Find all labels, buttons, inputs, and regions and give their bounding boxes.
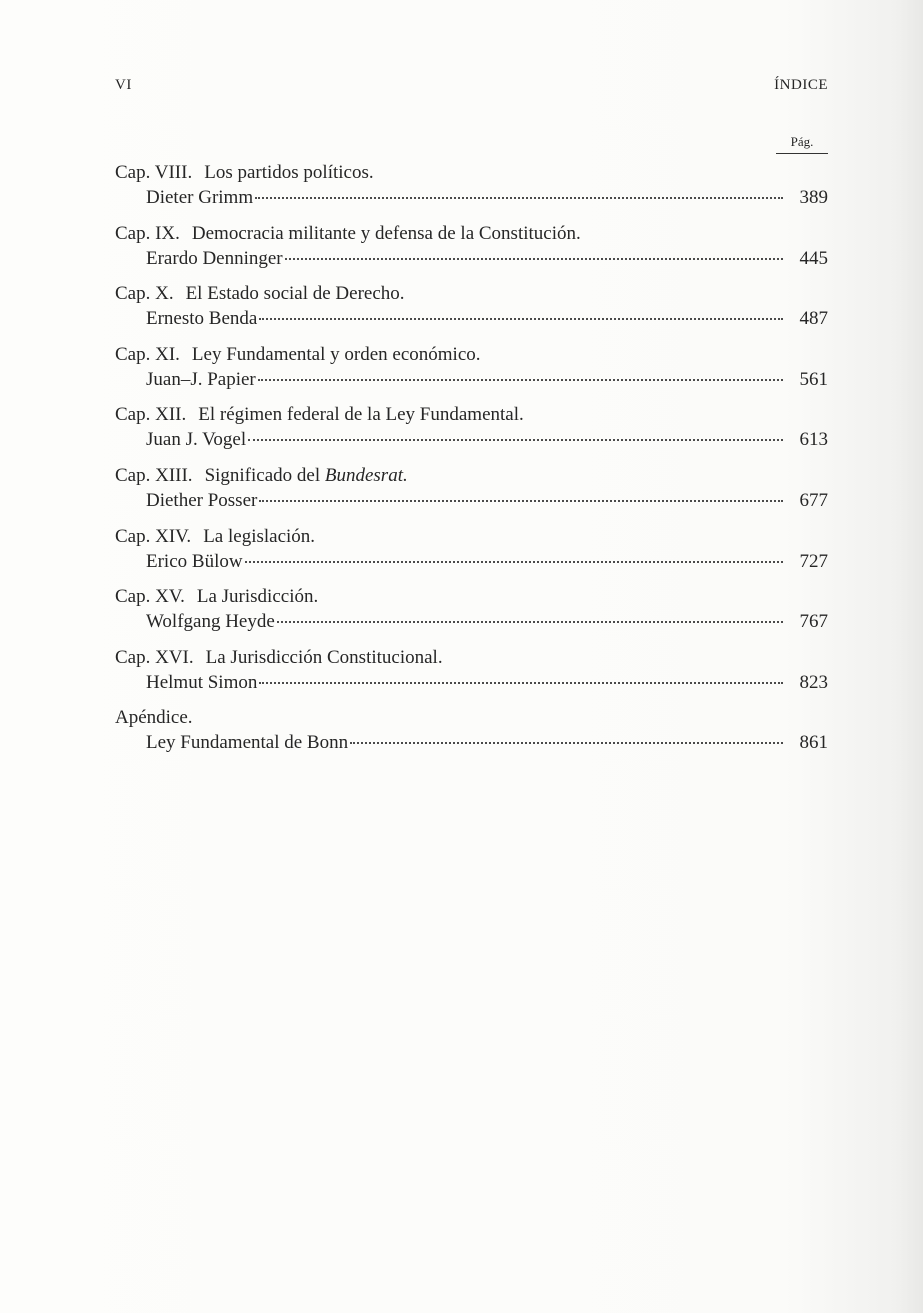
chapter-number: Cap. XIV. <box>115 525 192 547</box>
toc-entry-line <box>115 549 828 574</box>
toc-entry-title <box>115 281 828 306</box>
page-number-roman: VI <box>115 77 132 93</box>
dot-leader <box>259 318 783 320</box>
chapter-author: Wolfgang Heyde <box>146 611 275 633</box>
toc-entry-line <box>115 488 828 513</box>
chapter-number: Cap. XII. <box>115 404 187 426</box>
page-number: 727 <box>799 550 828 572</box>
toc-entry-title <box>115 160 828 185</box>
chapter-author: Helmut Simon <box>146 671 258 693</box>
chapter-title: Los partidos políticos. <box>204 162 374 183</box>
dot-leader <box>285 258 783 260</box>
chapter-author: Ernesto Benda <box>146 308 258 330</box>
dot-leader <box>245 561 783 563</box>
toc-entry-line <box>115 730 828 755</box>
page-number: 861 <box>799 732 828 754</box>
chapter-title: La legislación. <box>203 525 316 547</box>
toc-entry-title <box>115 705 828 730</box>
chapter-title: La Jurisdicción. <box>196 586 319 608</box>
chapter-title-italic: Bundesrat. <box>324 464 408 486</box>
chapter-number: Cap. IX. <box>115 222 180 244</box>
chapter-title: El régimen federal de la Ley Fundamental. <box>198 404 524 426</box>
dot-leader <box>350 742 783 744</box>
toc-entry <box>115 705 828 766</box>
chapter-title: La Jurisdicción Constitucional. <box>205 646 443 668</box>
dot-leader <box>277 621 783 623</box>
toc-entry <box>115 342 828 403</box>
toc-entry-line <box>115 246 828 271</box>
chapter-number: Cap. XI. <box>115 343 180 365</box>
chapter-number: Cap. X. <box>115 283 174 305</box>
toc-entry-title <box>115 402 828 427</box>
chapter-number: Cap. XV. <box>115 586 185 608</box>
chapter-number: Cap. XVI. <box>115 646 194 668</box>
toc-entry-title <box>115 584 828 609</box>
toc-entry-title <box>115 463 828 488</box>
toc-entry-line <box>115 367 828 392</box>
running-title: ÍNDICE <box>774 77 828 93</box>
page-number: 767 <box>799 611 828 633</box>
toc-entry-line <box>115 609 828 634</box>
page-column-label: Pág. <box>776 134 828 154</box>
chapter-author: Ley Fundamental de Bonn <box>146 732 349 754</box>
chapter-author: Dieter Grimm <box>146 187 254 208</box>
page-number: 389 <box>799 187 828 208</box>
toc-entry <box>115 584 828 645</box>
chapter-number: Apéndice. <box>115 707 193 729</box>
dot-leader <box>259 500 783 502</box>
chapter-author: Juan–J. Papier <box>146 368 256 390</box>
chapter-title: El Estado social de Derecho. <box>185 283 405 305</box>
page-number: 823 <box>799 671 828 693</box>
dot-leader <box>258 379 783 381</box>
toc-entry-line <box>115 306 828 331</box>
page-number: 445 <box>799 247 828 269</box>
chapter-number: Cap. VIII. <box>115 162 193 183</box>
toc-entry <box>115 463 828 524</box>
toc-entry-line <box>115 185 828 210</box>
chapter-number: Cap. XIII. <box>115 464 193 486</box>
page-number: 561 <box>799 368 828 390</box>
toc-entry <box>115 645 828 706</box>
toc-entry <box>115 221 828 282</box>
chapter-title: Ley Fundamental y orden económico. <box>191 343 481 365</box>
chapter-author: Erardo Denninger <box>146 247 283 269</box>
page-number: 677 <box>799 489 828 511</box>
toc-entry <box>115 281 828 342</box>
chapter-author: Diether Posser <box>146 489 258 511</box>
toc-entry <box>115 524 828 585</box>
running-header <box>115 77 828 99</box>
dot-leader <box>259 682 783 684</box>
page-number: 487 <box>799 308 828 330</box>
chapter-author: Erico Bülow <box>146 550 243 572</box>
toc-entry <box>115 402 828 463</box>
toc-entry-title <box>115 221 828 246</box>
chapter-author: Juan J. Vogel <box>146 429 247 451</box>
page-number: 613 <box>799 429 828 451</box>
toc-entry-title <box>115 645 828 670</box>
toc-entry-line <box>115 427 828 452</box>
toc-entry-title <box>115 342 828 367</box>
dot-leader <box>248 439 783 441</box>
toc-entry-line <box>115 670 828 695</box>
chapter-title: Democracia militante y defensa de la Constitución. <box>191 222 581 244</box>
table-of-contents <box>115 160 828 766</box>
dot-leader <box>255 197 783 199</box>
toc-entry-title <box>115 524 828 549</box>
chapter-title: Significado del <box>204 464 325 486</box>
toc-entry <box>115 160 828 221</box>
